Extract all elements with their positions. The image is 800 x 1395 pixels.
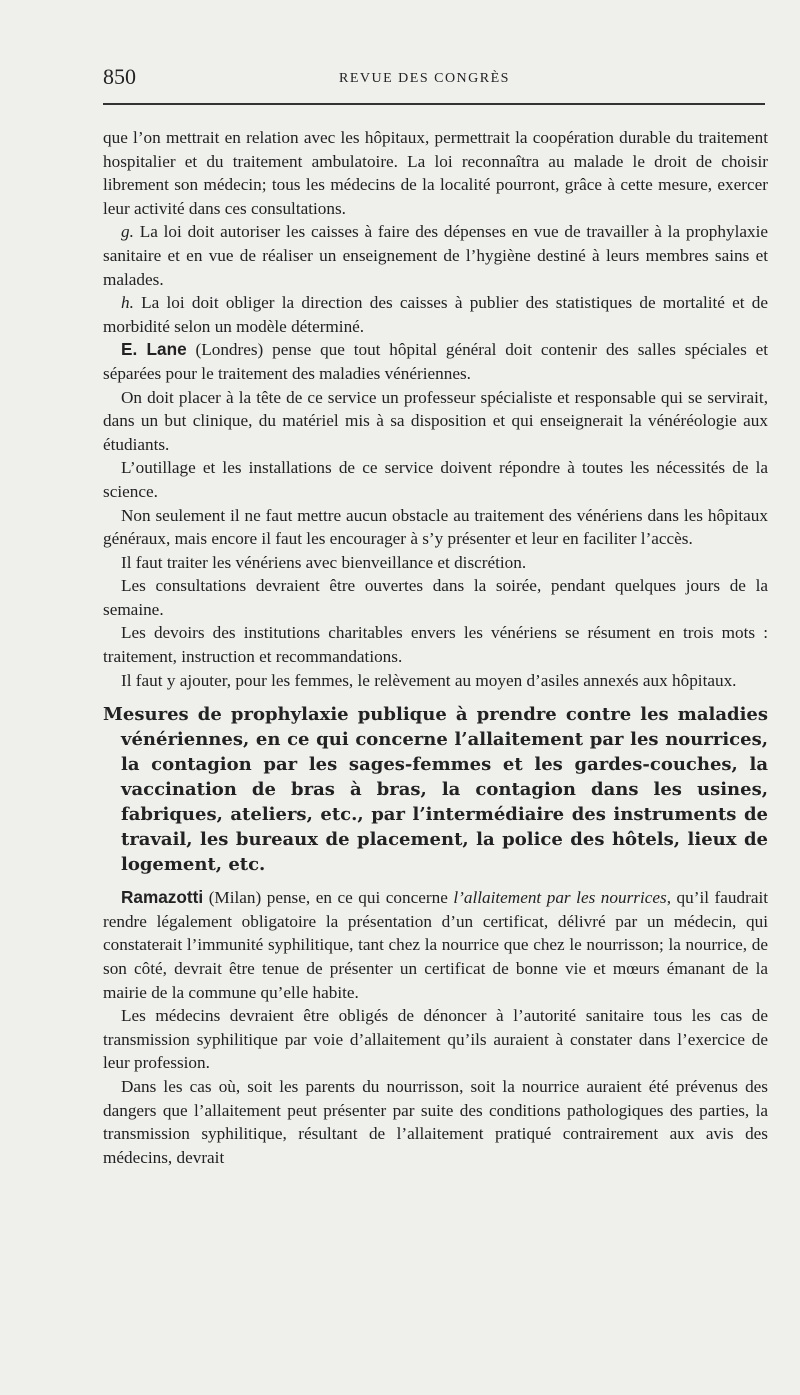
item-label: g. bbox=[121, 222, 134, 242]
section-heading: Mesures de prophylaxie publique à prendre contre les maladies vénériennes, en ce qui concerne l’allaitement par les nourrices, la contagion par les sages-femmes et les gardes-couches, la vaccination de bras à bras, la contagion dans les usines, fabriques, ateliers, etc., par l’intermédiaire des instruments de travail, les bureaux de placement, la police des hôtels, lieux de logement, etc. bbox=[103, 704, 768, 876]
paragraph-text: (Londres) pense que tout hôpital général doit contenir des salles spéciales et séparées pour le traitement des maladies vénériennes. bbox=[103, 340, 768, 383]
paragraph-text: La loi doit obliger la direction des caisses à publier des statistiques de mortalité et de morbidité selon un modèle déterminé. bbox=[103, 293, 768, 336]
paragraph bbox=[103, 291, 768, 338]
page-number: 850 bbox=[103, 64, 136, 89]
paragraph: Non seulement il ne faut mettre aucun obstacle au traitement des vénériens dans les hôpitaux généraux, mais encore il faut les encourager à s’y présenter et leur en faciliter l’accès. bbox=[103, 505, 768, 549]
paragraph-text: La loi doit autoriser les caisses à faire des dépenses en vue de travailler à la prophylaxie sanitaire et en vue de réaliser un enseignement de l’hygiène destiné à leurs membres sains et malades. bbox=[103, 222, 768, 289]
paragraph: Il faut traiter les vénériens avec bienveillance et discrétion. bbox=[121, 552, 527, 572]
paragraph: Les consultations devraient être ouvertes dans la soirée, pendant quelques jours de la semaine. bbox=[103, 576, 768, 619]
emphasis-text: l’allaitement par les nourrices bbox=[453, 888, 667, 908]
paragraph: Il faut y ajouter, pour les femmes, le relèvement au moyen d’asiles annexés aux hôpitaux. bbox=[121, 670, 737, 690]
item-label: h. bbox=[121, 293, 134, 313]
paragraph bbox=[103, 886, 768, 1004]
running-title: REVUE DES CONGRÈS bbox=[339, 71, 510, 86]
paragraph: Les médecins devraient être obligés de dénoncer à l’autorité sanitaire tous les cas de transmission syphilitique par voie d’allaitement qu’ils auraient à constater dans l’exercice de leur profession. bbox=[103, 1006, 768, 1073]
paragraph: Dans les cas où, soit les parents du nourrisson, soit la nourrice auraient été prévenus des dangers que l’allaitement peut présenter par suite des conditions pathologiques des parties, la transmission syphilitique, résultant de l’allaitement pratiqué contrairement aux avis des médecins, devrait bbox=[103, 1077, 768, 1167]
author-name: E. Lane bbox=[121, 339, 187, 360]
paragraph: que l’on mettrait en relation avec les hôpitaux, permettrait la coopération durable du traitement hospitalier et du traitement ambulatoire. La loi reconnaîtra au malade le droit de choisir librement son médecin; tous les médecins de la localité pourront, grâce à cette mesure, exercer leur activité dans ces consultations. bbox=[103, 128, 768, 218]
paragraph bbox=[103, 338, 768, 385]
paragraph: On doit placer à la tête de ce service un professeur spécialiste et responsable qui se servirait, dans un but clinique, du matériel mis à sa disposition et qui enseignerait la vénéréologie aux étudiants. bbox=[103, 387, 768, 454]
paragraph bbox=[103, 220, 768, 291]
header-rule bbox=[103, 103, 765, 105]
paragraph-text: (Milan) pense, en ce qui concerne bbox=[203, 888, 454, 908]
paragraph: Les devoirs des institutions charitables envers les vénériens se résument en trois mots : traitement, instruction et recommandations. bbox=[103, 623, 768, 667]
paragraph: L’outillage et les installations de ce service doivent répondre à toutes les nécessités de la science. bbox=[103, 458, 768, 501]
paragraph-text: , qu’il faudrait rendre légalement obligatoire la présentation d’un certificat, délivré par un médecin, qui constaterait l’immunité syphilitique, tant chez la nourrice que chez le nourrisson; la nourrice, de son côté, devrait être tenue de présenter un certificat de bonne vie et mœurs émanant de la mairie de la commune qu’elle habite. bbox=[103, 888, 768, 1002]
page-header bbox=[103, 64, 770, 94]
author-name: Ramazotti bbox=[121, 887, 204, 908]
body-text bbox=[103, 126, 768, 1169]
